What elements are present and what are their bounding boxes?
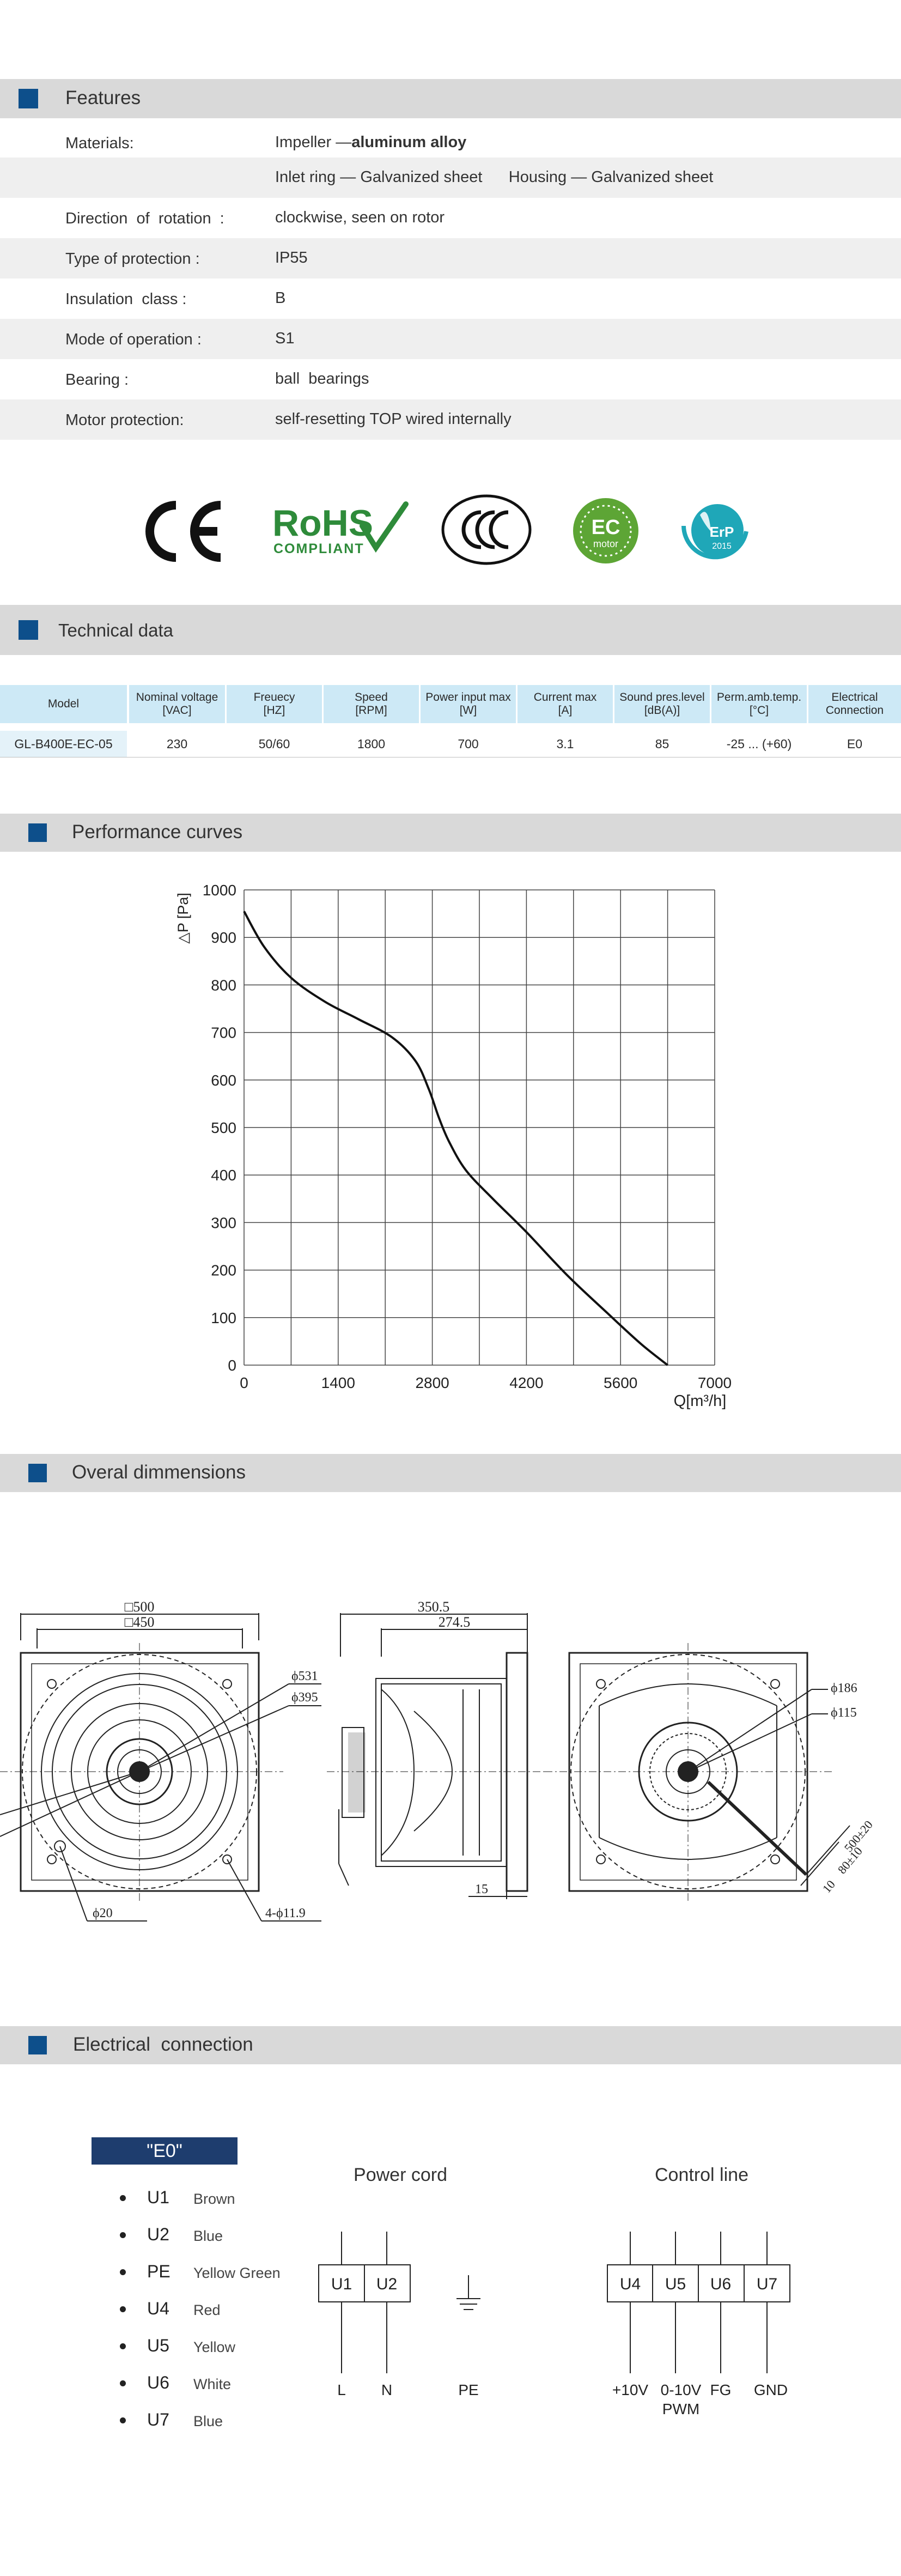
connection-badge (92, 2137, 238, 2165)
ec-motor-logo-icon (572, 497, 640, 565)
power-cord-wiring (319, 2232, 480, 2373)
header-unit: [VAC] (162, 704, 192, 717)
x-tick-label: 4200 (509, 1374, 544, 1391)
table-cell-speed: 1800 (357, 736, 386, 751)
legend-color: Blue (193, 2228, 223, 2244)
features-title: Features (65, 87, 141, 108)
table-cell-frequency: 50/60 (258, 736, 290, 751)
legend-code: U1 (147, 2187, 169, 2207)
legend-color: White (193, 2376, 232, 2392)
x-tick-label: 2800 (415, 1374, 449, 1391)
technical-title: Technical data (58, 620, 173, 640)
chart-grid (244, 890, 715, 1365)
dim-cable-500: 500±20 (841, 1817, 875, 1855)
label-0-10v: 0-10V (660, 2381, 702, 2398)
ccc-logo-text: CCC (440, 493, 442, 494)
dimensions-title: Overal dimmensions (72, 1462, 246, 1483)
bullet-icon (120, 2417, 126, 2423)
dim-square-outer: □500 (124, 1599, 155, 1615)
dim-cable-80: 80±10 (835, 1844, 865, 1877)
terminal-u6: U6 (710, 2275, 732, 2293)
feature-value-prefix: Impeller — (275, 134, 352, 151)
chart-x-axis-label: Q[m³/h] (673, 1392, 727, 1410)
table-header-cell (808, 685, 901, 723)
label-gnd: GND (753, 2381, 788, 2398)
feature-value: IP55 (275, 249, 308, 266)
dimensions-square-icon (28, 1464, 47, 1482)
feature-value: self-resetting TOP wired internally (275, 410, 512, 428)
feature-value: ball bearings (275, 370, 369, 387)
legend-code: U2 (147, 2225, 169, 2244)
table-header-cell (421, 685, 516, 723)
feature-row-protection (0, 238, 901, 278)
dim-dia-531: ϕ531 (291, 1669, 318, 1683)
header-unit: [W] (459, 704, 477, 717)
header-unit: [°C] (749, 704, 769, 717)
control-line-wiring (607, 2232, 790, 2373)
header-line: Nominal voltage (136, 691, 218, 704)
y-tick-label: 0 (228, 1357, 236, 1374)
dim-cable-10: 10 (819, 1877, 838, 1896)
feature-value: S1 (275, 330, 295, 347)
feature-label: Mode of operation : (65, 331, 202, 348)
table-cell-sound: 85 (655, 736, 669, 751)
label-pwm: PWM (662, 2401, 700, 2417)
dim-depth-total: 350.5 (417, 1599, 450, 1615)
x-tick-label: 1400 (321, 1374, 355, 1391)
y-tick-label: 400 (211, 1167, 236, 1184)
table-cell-model: GL-B400E-EC-05 (0, 731, 127, 757)
header-line: Sound pres.level (619, 691, 705, 704)
feature-value: clockwise, seen on rotor (275, 209, 445, 226)
legend-code: U4 (147, 2299, 169, 2318)
header-unit: [RPM] (355, 704, 387, 717)
legend-color: Blue (193, 2413, 223, 2429)
feature-row-rotation (0, 198, 901, 238)
dim-dia-115: ϕ115 (831, 1706, 857, 1720)
performance-title: Performance curves (72, 821, 243, 842)
side-view-drawing (327, 1613, 545, 1899)
table-cell-connection: E0 (847, 736, 863, 751)
feature-row-bearing (0, 359, 901, 399)
y-tick-label: 100 (211, 1309, 236, 1326)
dim-dia-186: ϕ186 (831, 1681, 857, 1695)
legend-code: PE (147, 2262, 171, 2281)
feature-label: Materials: (65, 135, 134, 152)
rohs-logo-icon (270, 499, 409, 559)
ec-logo-text: EC (591, 516, 620, 539)
terminal-u2: U2 (376, 2275, 398, 2293)
label-l: L (337, 2381, 346, 2398)
erp-logo-year: 2015 (712, 542, 732, 551)
table-header-cell (711, 685, 807, 723)
chart-series-line (244, 911, 668, 1365)
terminal-u4: U4 (619, 2275, 641, 2293)
feature-row-insulation (0, 278, 901, 319)
feature-label: Motor protection: (65, 411, 184, 429)
ec-logo-subtext: motor (593, 538, 619, 549)
table-cell-current: 3.1 (556, 736, 574, 751)
dim-dia-395: ϕ395 (291, 1690, 318, 1705)
electrical-square-icon (28, 2036, 47, 2054)
technical-header-bar (0, 605, 901, 655)
erp-logo-icon (678, 493, 752, 567)
chart-y-axis-label: △P [Pa] (175, 893, 191, 944)
terminal-u1: U1 (331, 2275, 352, 2293)
label-n: N (381, 2381, 393, 2398)
legend-code: U6 (147, 2373, 169, 2392)
feature-value: B (275, 289, 286, 307)
bullet-icon (120, 2232, 126, 2238)
x-tick-label: 7000 (697, 1374, 732, 1391)
dim-depth-inner: 274.5 (438, 1614, 471, 1630)
features-square-icon (19, 89, 38, 108)
bullet-icon (120, 2195, 126, 2201)
dim-holes: 4-ϕ11.9 (265, 1906, 306, 1920)
header-line: Freuecy (253, 691, 295, 704)
chart-ticks (203, 882, 732, 1391)
wiring-diagram (305, 2158, 850, 2420)
y-tick-label: 200 (211, 1262, 236, 1279)
feature-label: Type of protection : (65, 250, 200, 268)
table-cell-temp: -25 ... (+60) (726, 736, 792, 751)
y-tick-label: 700 (211, 1024, 236, 1041)
label-fg: FG (710, 2381, 732, 2398)
feature-value: Inlet ring — Galvanized sheet Housing — Galvanized sheet (275, 168, 714, 186)
dim-flange: 15 (475, 1882, 488, 1896)
label-pe: PE (458, 2381, 479, 2398)
header-unit: [HZ] (263, 704, 285, 717)
erp-logo-text: ErP (709, 524, 734, 540)
legend-color: Brown (193, 2191, 235, 2207)
bullet-icon (120, 2380, 126, 2386)
rohs-logo-subtext: COMPLIANT (273, 541, 364, 556)
table-cell-power: 700 (458, 736, 479, 751)
control-line-title: Control line (655, 2165, 748, 2185)
table-header-cell (518, 685, 613, 723)
features-header-bar (0, 79, 901, 118)
front-view-drawing (0, 1613, 321, 1921)
dim-square-inner: □450 (124, 1614, 155, 1630)
ccc-logo-icon (440, 493, 533, 567)
y-tick-label: 300 (211, 1214, 236, 1232)
label-plus10v: +10V (612, 2381, 649, 2398)
x-tick-label: 5600 (604, 1374, 638, 1391)
legend-color: Yellow (193, 2339, 236, 2355)
rohs-logo-text: RoHS (272, 502, 374, 544)
dim-dia-20: ϕ20 (93, 1906, 113, 1920)
y-tick-label: 900 (211, 929, 236, 947)
performance-chart (163, 872, 763, 1428)
y-tick-label: 600 (211, 1071, 236, 1089)
feature-row-operation (0, 319, 901, 359)
table-header-cell (129, 685, 225, 723)
electrical-title: Electrical connection (73, 2034, 253, 2055)
header-line: Electrical (831, 691, 878, 704)
performance-header-bar (0, 814, 901, 852)
y-tick-label: 800 (211, 977, 236, 994)
y-tick-label: 1000 (202, 882, 236, 899)
table-header-cell (324, 685, 419, 723)
feature-value-bold: aluminum alloy (351, 134, 467, 151)
technical-square-icon (19, 620, 38, 640)
legend-color: Yellow Green (193, 2265, 281, 2281)
table-header-cell (0, 685, 127, 723)
header-unit: Connection (825, 704, 884, 717)
bullet-icon (120, 2269, 126, 2275)
x-tick-label: 0 (240, 1374, 248, 1391)
header-unit: [dB(A)] (644, 704, 680, 717)
table-cell-voltage: 230 (166, 736, 188, 751)
ce-logo-icon (139, 499, 226, 564)
legend-code: U7 (147, 2410, 169, 2429)
feature-row-motor-protection (0, 399, 901, 440)
table-header-cell (227, 685, 322, 723)
bullet-icon (120, 2306, 126, 2312)
feature-label: Direction of rotation : (65, 210, 224, 227)
dimensions-header-bar (0, 1454, 901, 1492)
table-header-cell (614, 685, 710, 723)
dimension-drawings (0, 1580, 901, 1940)
terminal-u7: U7 (756, 2275, 778, 2293)
power-cord-title: Power cord (354, 2165, 447, 2185)
terminal-u5: U5 (665, 2275, 686, 2293)
y-tick-label: 500 (211, 1119, 236, 1136)
header-line: Current max (533, 691, 597, 704)
connection-badge-text: "E0" (147, 2141, 182, 2161)
rear-view-drawing (545, 1643, 850, 1902)
electrical-header-bar (0, 2026, 901, 2064)
feature-row-inlet (0, 157, 901, 198)
performance-square-icon (28, 823, 47, 842)
feature-value (275, 134, 466, 151)
header-unit: [A] (558, 704, 573, 717)
header-line: Perm.amb.temp. (716, 691, 802, 704)
header-line: Power input max (425, 691, 511, 704)
feature-label: Bearing : (65, 371, 129, 389)
feature-label: Insulation class : (65, 290, 187, 308)
legend-color: Red (193, 2302, 221, 2318)
bullet-icon (120, 2343, 126, 2349)
feature-row-materials (0, 123, 901, 163)
legend-code: U5 (147, 2336, 169, 2355)
header-line: Model (47, 698, 80, 710)
header-line: Speed (355, 691, 388, 704)
